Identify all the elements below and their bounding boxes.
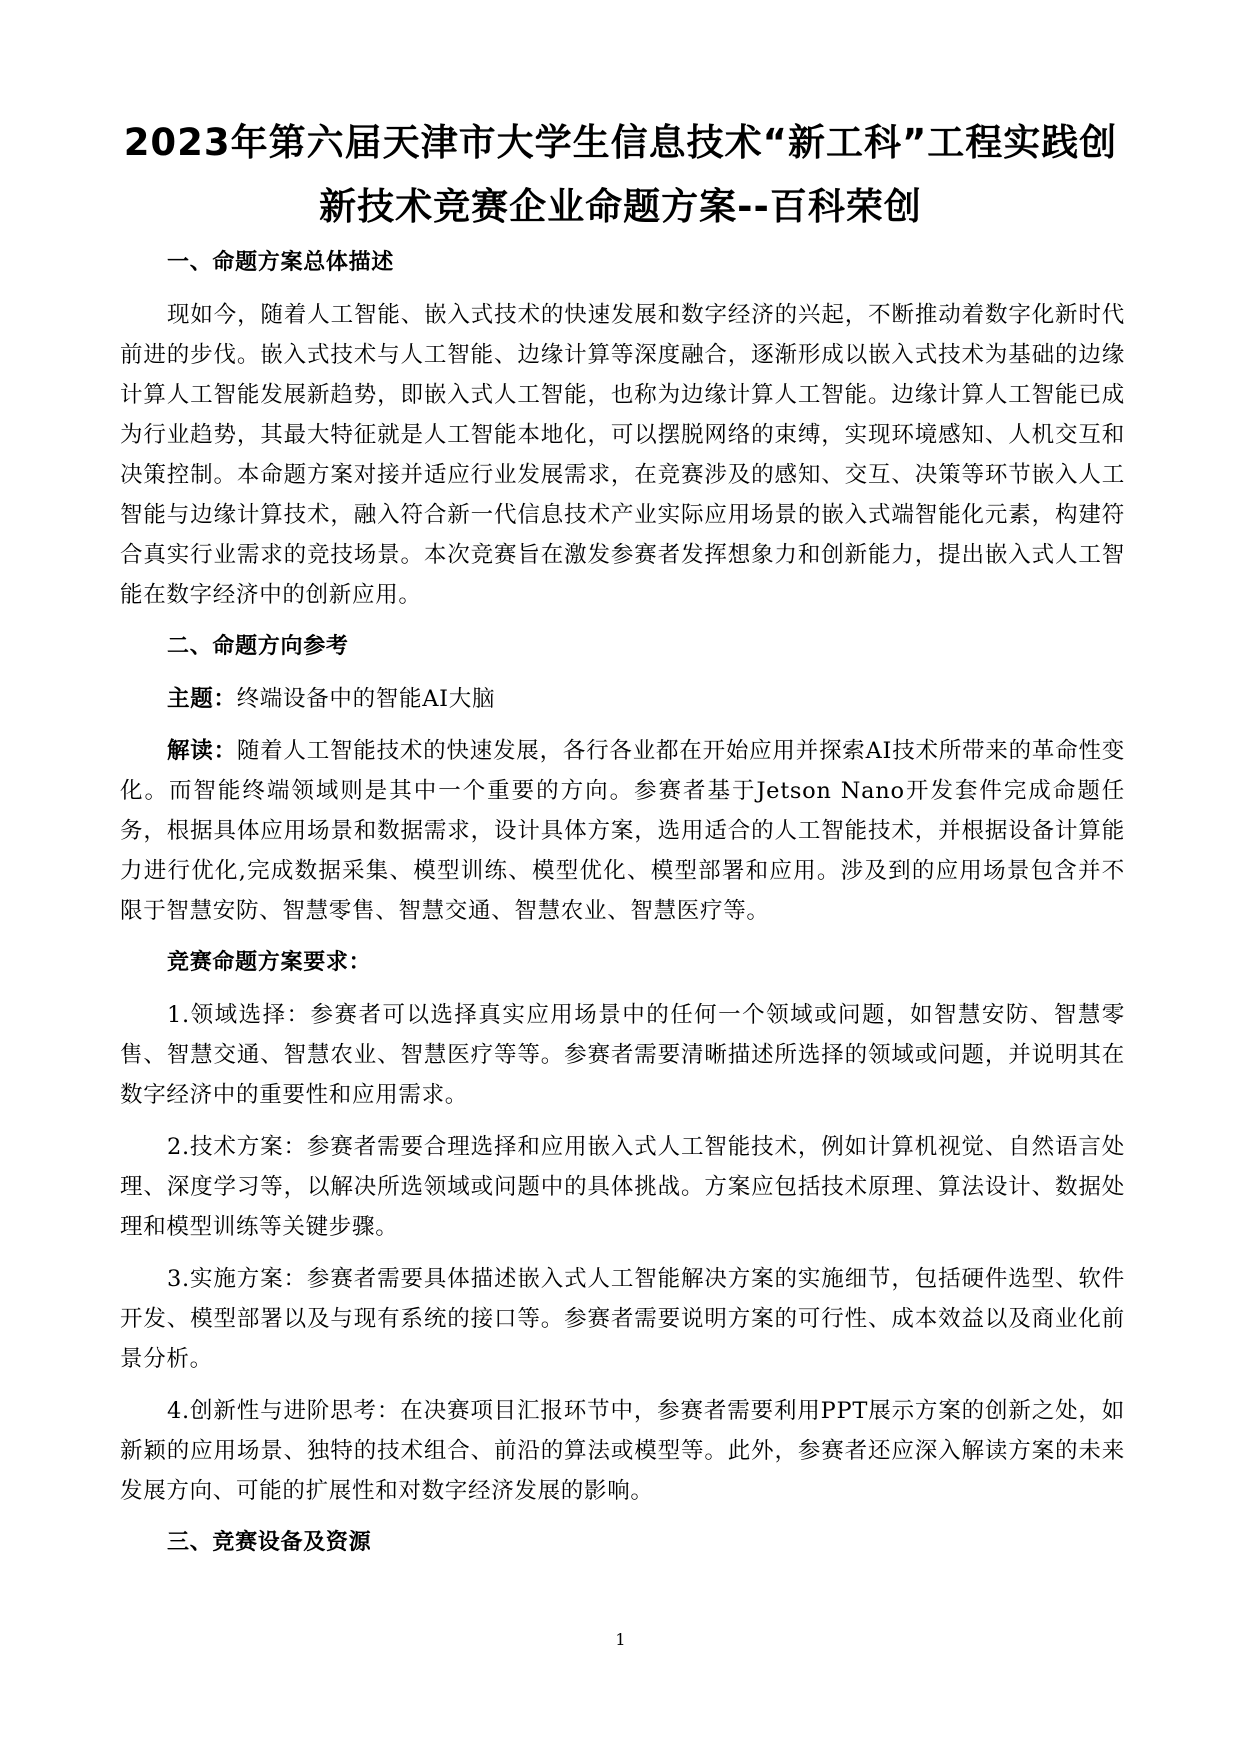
requirement-item: 3.实施方案：参赛者需要具体描述嵌入式人工智能解决方案的实施细节，包括硬件选型、软件开发、模型部署以及与现有系统的接口等。参赛者需要说明方案的可行性、成本效益以及商业化前景分析。 xyxy=(120,1266,1125,1372)
theme-paragraph xyxy=(120,679,1125,719)
theme-label: 主题： xyxy=(167,686,237,712)
requirement-item: 4.创新性与进阶思考：在决赛项目汇报环节中，参赛者需要利用PPT展示方案的创新之处，如新颖的应用场景、独特的技术组合、前沿的算法或模型等。此外，参赛者还应深入解读方案的未来发展方向、可能的扩展性和对数字经济发展的影响。 xyxy=(120,1398,1125,1504)
document-title-line-2: 新技术竞赛企业命题方案--百科荣创 xyxy=(319,185,922,228)
requirements-heading: 竞赛命题方案要求： xyxy=(167,950,372,975)
theme-text: 终端设备中的智能AI大脑 xyxy=(236,686,496,712)
interpretation-label: 解读： xyxy=(167,738,237,764)
section-1-paragraph: 现如今，随着人工智能、嵌入式技术的快速发展和数字经济的兴起，不断推动着数字化新时代前进的步伐。嵌入式技术与人工智能、边缘计算等深度融合，逐渐形成以嵌入式技术为基础的边缘计算人工智能发展新趋势，即嵌入式人工智能，也称为边缘计算人工智能。边缘计算人工智能已成为行业趋势，其最大特征就是人工智能本地化，可以摆脱网络的束缚，实现环境感知、人机交互和决策控制。本命题方案对接并适应行业发展需求，在竞赛涉及的感知、交互、决策等环节嵌入人工智能与边缘计算技术，融入符合新一代信息技术产业实际应用场景的嵌入式端智能化元素，构建符合真实行业需求的竞技场景。本次竞赛旨在激发参赛者发挥想象力和创新能力，提出嵌入式人工智能在数字经济中的创新应用。 xyxy=(120,302,1125,608)
interpretation-text: 随着人工智能技术的快速发展，各行各业都在开始应用并探索AI技术所带来的革命性变化。而智能终端领域则是其中一个重要的方向。参赛者基于Jetson Nano开发套件完成命题任务，根据具体应用场景和数据需求，设计具体方案，选用适合的人工智能技术，并根据设备计算能力进行优化,完成数据采集、模型训练、模型优化、模型部署和应用。涉及到的应用场景包含并不限于智慧安防、智慧零售、智慧交通、智慧农业、智慧医疗等。 xyxy=(120,738,1126,924)
interpretation-paragraph xyxy=(120,731,1125,931)
section-1-heading: 一、命题方案总体描述 xyxy=(167,250,395,275)
requirement-item: 1.领域选择：参赛者可以选择真实应用场景中的任何一个领域或问题，如智慧安防、智慧零售、智慧交通、智慧农业、智慧医疗等等。参赛者需要清晰描述所选择的领域或问题，并说明其在数字经济中的重要性和应用需求。 xyxy=(120,1002,1125,1108)
section-3-heading: 三、竞赛设备及资源 xyxy=(167,1530,372,1555)
document-title-line-1: 2023年第六届天津市大学生信息技术“新工科”工程实践创 xyxy=(123,121,1118,164)
requirement-item: 2.技术方案：参赛者需要合理选择和应用嵌入式人工智能技术，例如计算机视觉、自然语言处理、深度学习等，以解决所选领域或问题中的具体挑战。方案应包括技术原理、算法设计、数据处理和模型训练等关键步骤。 xyxy=(120,1134,1125,1240)
page-number: 1 xyxy=(615,1630,626,1649)
document-body xyxy=(120,243,1125,1575)
section-2-heading: 二、命题方向参考 xyxy=(167,634,349,659)
